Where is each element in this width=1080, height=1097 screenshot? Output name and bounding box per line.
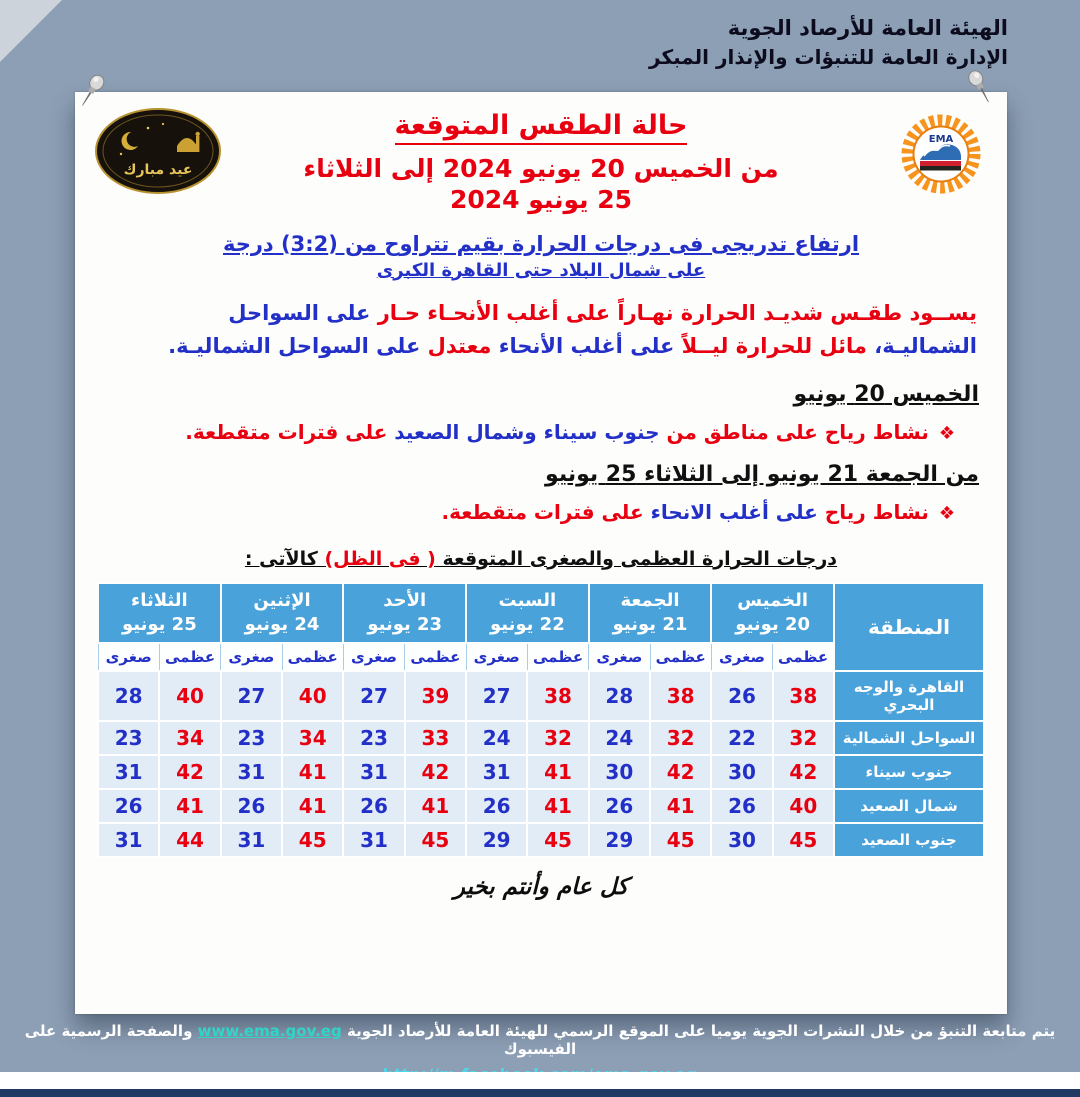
max-temp-cell: 41	[527, 755, 588, 789]
day-name: الأحد	[383, 589, 427, 611]
max-temp-cell: 38	[527, 671, 588, 721]
min-label: صغرى	[466, 643, 527, 671]
day-header	[221, 583, 344, 644]
min-temp-cell: 28	[98, 671, 159, 721]
day-header	[711, 583, 834, 644]
day-date: 25 يونيو	[121, 613, 197, 635]
max-temp-cell: 38	[650, 671, 711, 721]
day-date: 23 يونيو	[367, 613, 443, 635]
diamond-bullet-icon: ❖	[938, 502, 955, 524]
min-label: صغرى	[711, 643, 772, 671]
eid-logo-text: عيد مبارك	[123, 162, 193, 178]
title-block	[97, 106, 985, 216]
summary-segment: على أغلب الأنحاء	[491, 334, 675, 359]
min-temp-cell: 26	[466, 789, 527, 823]
min-temp-cell: 30	[711, 755, 772, 789]
max-temp-cell: 39	[405, 671, 466, 721]
eid-mubarak-logo	[93, 106, 223, 196]
max-temp-cell: 42	[773, 755, 834, 789]
min-temp-cell: 28	[589, 671, 650, 721]
summary-segment: مائل للحرارة ليــلاً	[674, 334, 867, 359]
region-name: شمال الصعيد	[834, 789, 984, 823]
table-row	[98, 721, 984, 755]
region-column-header: المنطقة	[834, 583, 984, 672]
intro-line-1: ارتفاع تدريجى فى درجات الحرارة بقيم تتراوح من (3:2) درجة	[222, 231, 860, 256]
bullet-item	[97, 420, 955, 444]
max-label: عظمى	[159, 643, 220, 671]
ema-logo-text: EMA	[928, 134, 954, 145]
min-temp-cell: 23	[343, 721, 404, 755]
max-label: عظمى	[282, 643, 343, 671]
max-label: عظمى	[527, 643, 588, 671]
pushpin-icon	[74, 72, 110, 112]
bullet-segment: على أغلب الانحاء	[643, 499, 818, 524]
temps-heading-segment: درجات الحرارة العظمى والصغرى المتوقعة	[435, 547, 838, 570]
max-temp-cell: 41	[282, 789, 343, 823]
max-temp-cell: 41	[159, 789, 220, 823]
min-temp-cell: 23	[98, 721, 159, 755]
min-label: صغرى	[343, 643, 404, 671]
max-label: عظمى	[405, 643, 466, 671]
day-header	[589, 583, 712, 644]
min-temp-cell: 31	[98, 823, 159, 857]
document-subtitle: من الخميس 20 يونيو 2024 إلى الثلاثاء 25 يونيو 2024	[303, 154, 779, 215]
max-temp-cell: 41	[282, 755, 343, 789]
agency-department: الإدارة العامة للتنبؤات والإنذار المبكر	[649, 45, 1008, 69]
max-temp-cell: 38	[773, 671, 834, 721]
closing-greeting: كل عام وأنتم بخير	[453, 874, 629, 901]
bulletin-paper	[75, 92, 1007, 1014]
weather-summary	[141, 297, 977, 364]
max-temp-cell: 44	[159, 823, 220, 857]
max-temp-cell: 41	[405, 789, 466, 823]
min-temp-cell: 29	[589, 823, 650, 857]
region-name: القاهرة والوجه البحري	[834, 671, 984, 721]
footer-text: والصفحة الرسمية على الفيسبوك	[24, 1022, 577, 1058]
day-name: الإثنين	[253, 589, 311, 611]
section-heading-friday-tuesday: من الجمعة 21 يونيو إلى الثلاثاء 25 يونيو	[545, 461, 979, 487]
min-temp-cell: 31	[343, 823, 404, 857]
min-temp-cell: 26	[711, 789, 772, 823]
agency-header	[649, 16, 1008, 69]
bullet-segment: نشاط رياح	[817, 499, 929, 524]
min-temp-cell: 26	[589, 789, 650, 823]
min-temp-cell: 27	[343, 671, 404, 721]
day-name: الثلاثاء	[131, 589, 188, 611]
min-label: صغرى	[221, 643, 282, 671]
min-temp-cell: 30	[589, 755, 650, 789]
max-temp-cell: 45	[405, 823, 466, 857]
forecast-table	[97, 582, 985, 859]
footer-line-1	[0, 1022, 1080, 1058]
temps-heading-segment: ( فى الظل)	[324, 547, 436, 570]
min-temp-cell: 23	[221, 721, 282, 755]
summary-segment: معتدل	[420, 334, 492, 359]
max-temp-cell: 32	[650, 721, 711, 755]
max-temp-cell: 33	[405, 721, 466, 755]
summary-segment: على السواحل الشماليـة.	[168, 334, 421, 359]
temps-heading-segment: كالآتى :	[244, 547, 325, 570]
ema-website-link[interactable]: www.ema.gov.eg	[197, 1022, 342, 1040]
min-temp-cell: 31	[98, 755, 159, 789]
agency-name: الهيئة العامة للأرصاد الجوية	[727, 16, 1008, 40]
min-temp-cell: 31	[221, 755, 282, 789]
day-name: الخميس	[737, 589, 809, 611]
day-name: الجمعة	[620, 589, 680, 611]
table-row	[98, 671, 984, 721]
day-name: السبت	[498, 589, 557, 611]
min-temp-cell: 27	[221, 671, 282, 721]
bullet-segment: نشاط رياح على مناطق من	[659, 419, 929, 444]
min-temp-cell: 26	[343, 789, 404, 823]
min-temp-cell: 30	[711, 823, 772, 857]
region-name: السواحل الشمالية	[834, 721, 984, 755]
min-label: صغرى	[589, 643, 650, 671]
min-label: صغرى	[98, 643, 159, 671]
max-temp-cell: 34	[159, 721, 220, 755]
day-header	[98, 583, 221, 644]
bullet-segment: جنوب سيناء وشمال الصعيد	[387, 419, 660, 444]
max-temp-cell: 45	[527, 823, 588, 857]
day-date: 24 يونيو	[244, 613, 320, 635]
table-row	[98, 755, 984, 789]
max-label: عظمى	[650, 643, 711, 671]
intro-line-2: على شمال البلاد حتى القاهرة الكبرى	[376, 259, 706, 281]
min-temp-cell: 29	[466, 823, 527, 857]
max-temp-cell: 40	[282, 671, 343, 721]
min-temp-cell: 26	[98, 789, 159, 823]
max-temp-cell: 42	[405, 755, 466, 789]
section-heading-thursday: الخميس 20 يونيو	[793, 381, 979, 407]
min-temp-cell: 22	[711, 721, 772, 755]
temperatures-heading	[97, 548, 985, 570]
table-row	[98, 823, 984, 857]
max-temp-cell: 42	[159, 755, 220, 789]
max-temp-cell: 45	[282, 823, 343, 857]
summary-segment: يســود طقـس شديـد الحرارة نهـاراً على أغلب الأنحـاء حـار	[370, 300, 977, 325]
page-corner-fold	[0, 0, 62, 62]
day-header	[343, 583, 466, 644]
bottom-white-strip	[0, 1072, 1080, 1089]
bullet-item	[97, 500, 955, 524]
min-temp-cell: 31	[343, 755, 404, 789]
max-temp-cell: 40	[159, 671, 220, 721]
max-temp-cell: 41	[650, 789, 711, 823]
bullet-segment: على فترات متقطعة.	[441, 499, 644, 524]
region-name: جنوب سيناء	[834, 755, 984, 789]
region-name: جنوب الصعيد	[834, 823, 984, 857]
min-temp-cell: 27	[466, 671, 527, 721]
max-temp-cell: 45	[650, 823, 711, 857]
ema-logo	[891, 112, 991, 196]
min-temp-cell: 31	[466, 755, 527, 789]
min-temp-cell: 26	[221, 789, 282, 823]
summary-segment: على السواحل الشماليـة،	[228, 300, 977, 359]
document-title: حالة الطقس المتوقعة	[395, 110, 688, 145]
day-date: 22 يونيو	[489, 613, 565, 635]
min-temp-cell: 26	[711, 671, 772, 721]
max-temp-cell: 32	[527, 721, 588, 755]
bottom-navy-bar	[0, 1089, 1080, 1097]
day-header	[466, 583, 589, 644]
table-row	[98, 789, 984, 823]
max-temp-cell: 34	[282, 721, 343, 755]
max-temp-cell: 40	[773, 789, 834, 823]
min-temp-cell: 24	[466, 721, 527, 755]
max-temp-cell: 41	[527, 789, 588, 823]
diamond-bullet-icon: ❖	[938, 422, 955, 444]
max-temp-cell: 32	[773, 721, 834, 755]
min-temp-cell: 31	[221, 823, 282, 857]
bullet-segment: على فترات متقطعة.	[185, 419, 388, 444]
day-date: 20 يونيو	[735, 613, 811, 635]
day-date: 21 يونيو	[612, 613, 688, 635]
min-temp-cell: 24	[589, 721, 650, 755]
max-temp-cell: 45	[773, 823, 834, 857]
max-temp-cell: 42	[650, 755, 711, 789]
pushpin-icon	[962, 68, 998, 108]
max-label: عظمى	[773, 643, 834, 671]
footer-text: يتم متابعة التنبؤ من خلال النشرات الجوية يوميا على الموقع الرسمي للهيئة العامة للأرصاد الجوية	[341, 1022, 1056, 1040]
